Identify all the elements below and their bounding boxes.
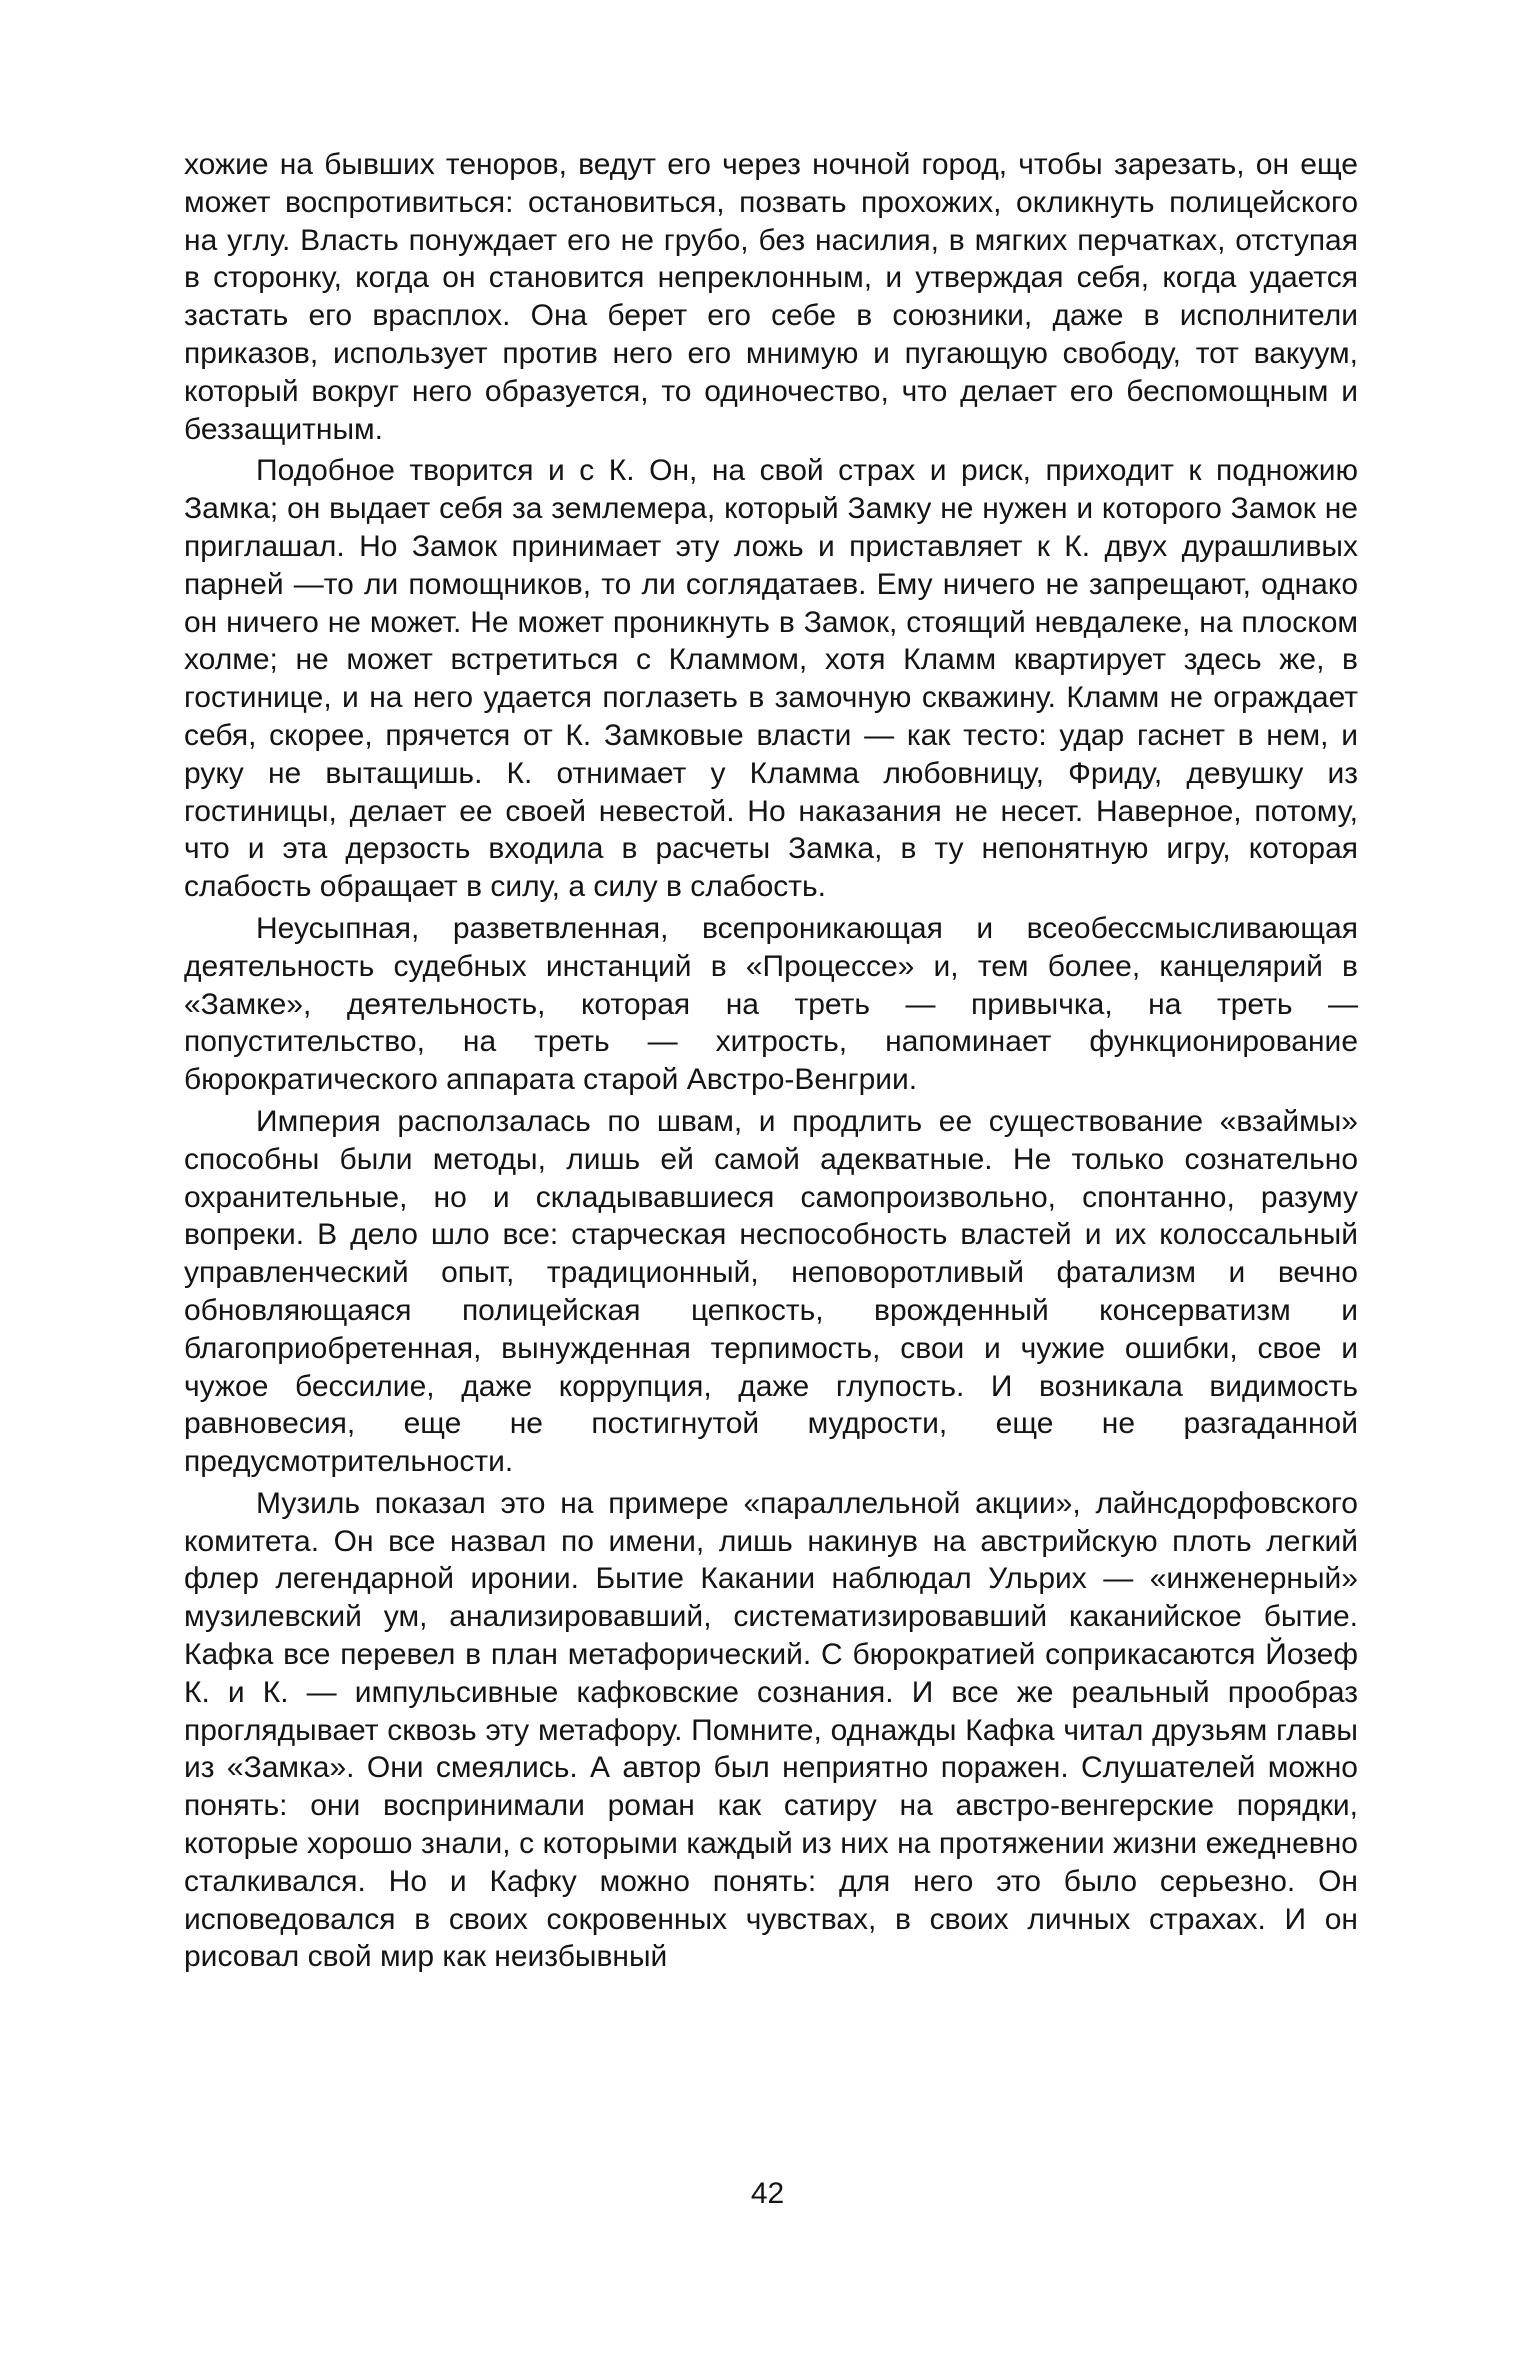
paragraph-2: Подобное творится и с К. Он, на свой страх и риск, приходит к подножию Замка; он выдает себя за землемера, который Замку не нужен и которого Замок не приглашал. Но Замок принимает эту ложь и приставляет к К. двух дурашливых парней —то ли помощников, то ли соглядатаев. Ему ничего не запрещают, однако он ничего не может. Не может проникнуть в Замок, стоящий невдалеке, на плоском холме; не может встретиться с Кламмом, хотя Кламм квартирует здесь же, в гостинице, и на него удается поглазеть в замочную скважину. Кламм не ограждает себя, скорее, прячется от К. Замковые власти — как тесто: удар гаснет в нем, и руку не вытащишь. К. отнимает у Кламма любовницу, Фриду, девушку из гостиницы, делает ее своей невестой. Но наказания не несет. Наверное, потому, что и эта дерзость входила в расчеты Замка, в ту непонятную игру, которая слабость обращает в силу, а силу в слабость. [184,454,1358,904]
paragraph-5: Музиль показал это на примере «параллельной акции», лайнсдорфовского комитета. Он все назвал по имени, лишь накинув на австрийскую плоть легкий флер легендарной иронии. Бытие Какании наблюдал Ульрих — «инженерный» музилевский ум, анализировавший, систематизировавший каканийское бытие. Кафка все перевел в план метафорический. С бюрократией соприкасаются Йозеф К. и К. — импульсивные кафковские сознания. И все же реальный прообраз проглядывает сквозь эту метафору. Помните, однажды Кафка читал друзьям главы из «Замка». Они смеялись. А автор был неприятно поражен. Слушателей можно понять: они воспринимали роман как сатиру на австро-венгерские порядки, которые хорошо знали, с которыми каждый из них на протяжении жизни ежедневно сталкивался. Но и Кафку можно понять: для него это было серьезно. Он исповедовался в своих сокровенных чувствах, в своих личных страхах. И он рисовал свой мир как неизбывный [184,1486,1358,1974]
page-number: 42 [750,2177,785,2210]
body-text [184,146,1358,1976]
paragraph-4: Империя расползалась по швам, и продлить ее существование «взаймы» способны были методы, лишь ей самой адекватные. Не только сознательно охранительные, но и складывавшиеся самопроизвольно, спонтанно, разуму вопреки. В дело шло все: старческая неспособность властей и их колоссальный управленческий опыт, традиционный, неповоротливый фатализм и вечно обновляющаяся полицейская цепкость, врожденный консерватизм и благоприобретенная, вынужденная терпимость, свои и чужие ошибки, свое и чужое бессилие, даже коррупция, даже глупость. И возникала видимость равновесия, еще не постигнутой мудрости, еще не разгаданной предусмотрительности. [184,1104,1358,1479]
paragraph-3: Неусыпная, разветвленная, всепроникающая и всеобессмысливающая деятельность судебных инстанций в «Процессе» и, тем более, канцелярий в «Замке», деятельность, которая на треть — привычка, на треть — попустительство, на треть — хитрость, напоминает функционирование бюрократического аппарата старой Австро-Венгрии. [184,911,1358,1097]
paragraph-1: хожие на бывших теноров, ведут его через ночной город, чтобы зарезать, он еще может воспротивиться: остановиться, позвать прохожих, окликнуть полицейского на углу. Власть понуждает его не грубо, без насилия, в мягких перчатках, отступая в сторонку, когда он становится непреклонным, и утверждая себя, когда удается застать его врасплох. Она берет его себе в союзники, даже в исполнители приказов, использует против него его мнимую и пугающую свободу, тот вакуум, который вокруг него образуется, то одиночество, что делает его беспомощным и беззащитным. [184,148,1358,446]
